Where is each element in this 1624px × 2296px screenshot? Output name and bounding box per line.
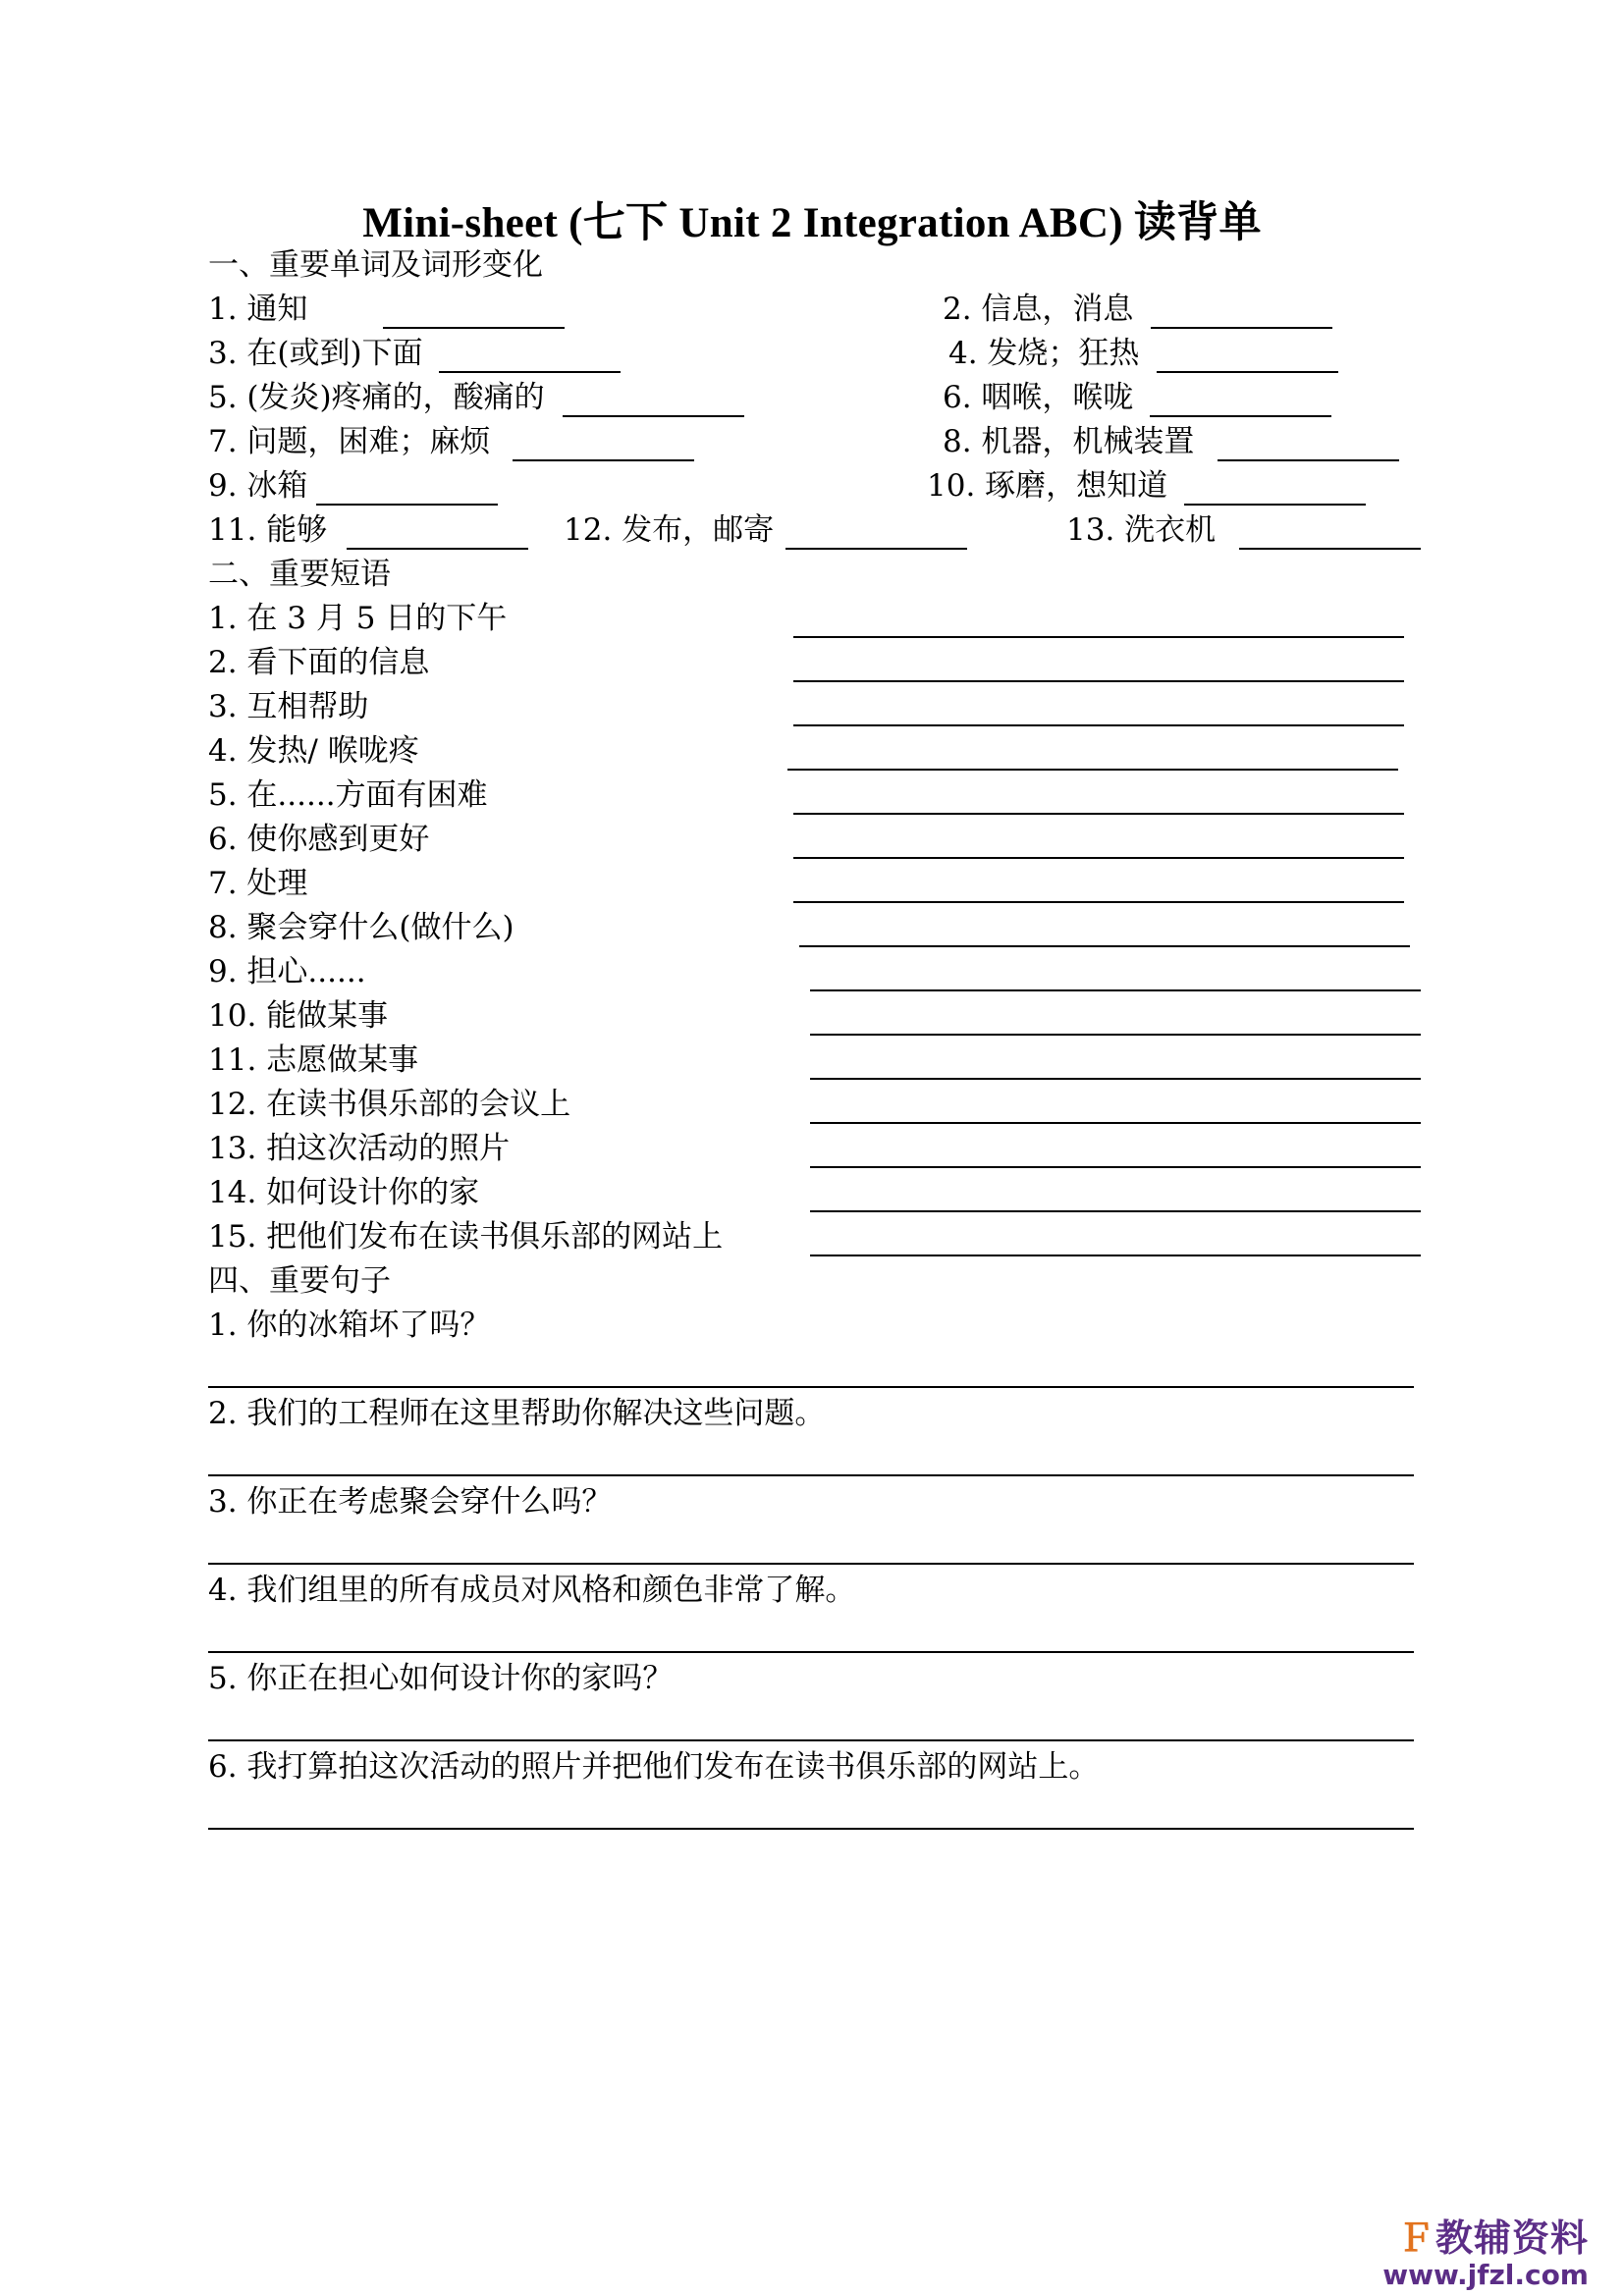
vocab-item: 4. 发烧；狂热 xyxy=(948,336,1140,371)
answer-blank[interactable] xyxy=(810,1166,1421,1168)
vocab-item: 7. 问题，困难；麻烦 xyxy=(208,424,491,459)
answer-blank[interactable] xyxy=(1239,548,1421,550)
phrase-item: 15. 把他们发布在读书俱乐部的网站上 xyxy=(208,1219,724,1255)
answer-blank[interactable] xyxy=(439,371,621,373)
answer-blank[interactable] xyxy=(793,901,1404,903)
answer-blank[interactable] xyxy=(513,459,694,461)
sentence-item: 6. 我打算拍这次活动的照片并把他们发布在读书俱乐部的网站上。 xyxy=(208,1749,1100,1785)
answer-blank[interactable] xyxy=(793,680,1404,682)
answer-blank[interactable] xyxy=(208,1739,1414,1741)
answer-blank[interactable] xyxy=(1150,415,1331,417)
phrase-item: 1. 在 3 月 5 日的下午 xyxy=(208,601,508,636)
section-heading-phrases: 二、重要短语 xyxy=(208,557,391,592)
logo-mark xyxy=(1382,2216,1589,2260)
answer-blank[interactable] xyxy=(1218,459,1399,461)
page-title: Mini-sheet (七下 Unit 2 Integration ABC) 读背单 xyxy=(362,200,1262,246)
answer-blank[interactable] xyxy=(347,548,528,550)
phrase-item: 13. 拍这次活动的照片 xyxy=(208,1131,511,1166)
answer-blank[interactable] xyxy=(208,1563,1414,1565)
sentence-item: 3. 你正在考虑聚会穿什么吗？ xyxy=(208,1484,613,1520)
vocab-item: 13. 洗衣机 xyxy=(1066,512,1217,548)
answer-blank[interactable] xyxy=(1157,371,1338,373)
sentence-item: 2. 我们的工程师在这里帮助你解决这些问题。 xyxy=(208,1396,826,1431)
answer-blank[interactable] xyxy=(563,415,744,417)
vocab-item: 11. 能够 xyxy=(208,512,328,548)
vocab-item: 9. 冰箱 xyxy=(208,468,308,504)
vocab-item: 3. 在(或到)下面 xyxy=(208,336,423,371)
answer-blank[interactable] xyxy=(793,813,1404,815)
answer-blank[interactable] xyxy=(793,636,1404,638)
phrase-item: 3. 互相帮助 xyxy=(208,689,369,724)
site-logo xyxy=(1382,2216,1589,2291)
phrase-item: 7. 处理 xyxy=(208,866,308,901)
answer-blank[interactable] xyxy=(799,945,1410,947)
answer-blank[interactable] xyxy=(787,769,1398,771)
phrase-item: 9. 担心...... xyxy=(208,954,366,989)
logo-url: www.jfzl.com xyxy=(1382,2259,1589,2291)
answer-blank[interactable] xyxy=(1151,327,1332,329)
answer-blank[interactable] xyxy=(810,1122,1421,1124)
phrase-item: 5. 在......方面有困难 xyxy=(208,777,488,813)
phrase-item: 6. 使你感到更好 xyxy=(208,822,430,857)
phrase-item: 2. 看下面的信息 xyxy=(208,645,430,680)
answer-blank[interactable] xyxy=(785,548,967,550)
answer-blank[interactable] xyxy=(316,504,498,506)
answer-blank[interactable] xyxy=(208,1386,1414,1388)
answer-blank[interactable] xyxy=(793,857,1404,859)
answer-blank[interactable] xyxy=(793,724,1404,726)
answer-blank[interactable] xyxy=(208,1651,1414,1653)
phrase-item: 14. 如何设计你的家 xyxy=(208,1175,480,1210)
vocab-item: 6. 咽喉，喉咙 xyxy=(943,380,1134,415)
vocab-item: 12. 发布，邮寄 xyxy=(564,512,775,548)
answer-blank[interactable] xyxy=(383,327,565,329)
phrase-item: 11. 志愿做某事 xyxy=(208,1042,419,1078)
sentence-item: 1. 你的冰箱坏了吗？ xyxy=(208,1308,491,1343)
phrase-item: 4. 发热/ 喉咙疼 xyxy=(208,733,419,769)
sentence-item: 5. 你正在担心如何设计你的家吗？ xyxy=(208,1661,674,1696)
answer-blank[interactable] xyxy=(810,989,1421,991)
vocab-item: 10. 琢磨，想知道 xyxy=(927,468,1168,504)
vocab-item: 1. 通知 xyxy=(208,292,308,327)
answer-blank[interactable] xyxy=(810,1210,1421,1212)
sentence-item: 4. 我们组里的所有成员对风格和颜色非常了解。 xyxy=(208,1573,856,1608)
answer-blank[interactable] xyxy=(810,1034,1421,1036)
answer-blank[interactable] xyxy=(810,1255,1421,1256)
answer-blank[interactable] xyxy=(208,1474,1414,1476)
answer-blank[interactable] xyxy=(208,1828,1414,1830)
phrase-item: 8. 聚会穿什么(做什么) xyxy=(208,910,514,945)
phrase-item: 10. 能做某事 xyxy=(208,998,389,1034)
vocab-item: 8. 机器，机械装置 xyxy=(943,424,1195,459)
phrase-item: 12. 在读书俱乐部的会议上 xyxy=(208,1087,571,1122)
vocab-item: 2. 信息，消息 xyxy=(943,292,1134,327)
logo-text: 教辅资料 xyxy=(1435,2216,1589,2260)
section-heading-sentences: 四、重要句子 xyxy=(208,1263,391,1299)
answer-blank[interactable] xyxy=(1184,504,1366,506)
answer-blank[interactable] xyxy=(810,1078,1421,1080)
vocab-item: 5. (发炎)疼痛的，酸痛的 xyxy=(208,380,545,415)
logo-f-icon: Ｆ xyxy=(1396,2216,1435,2260)
section-heading-vocabulary: 一、重要单词及词形变化 xyxy=(208,247,543,283)
